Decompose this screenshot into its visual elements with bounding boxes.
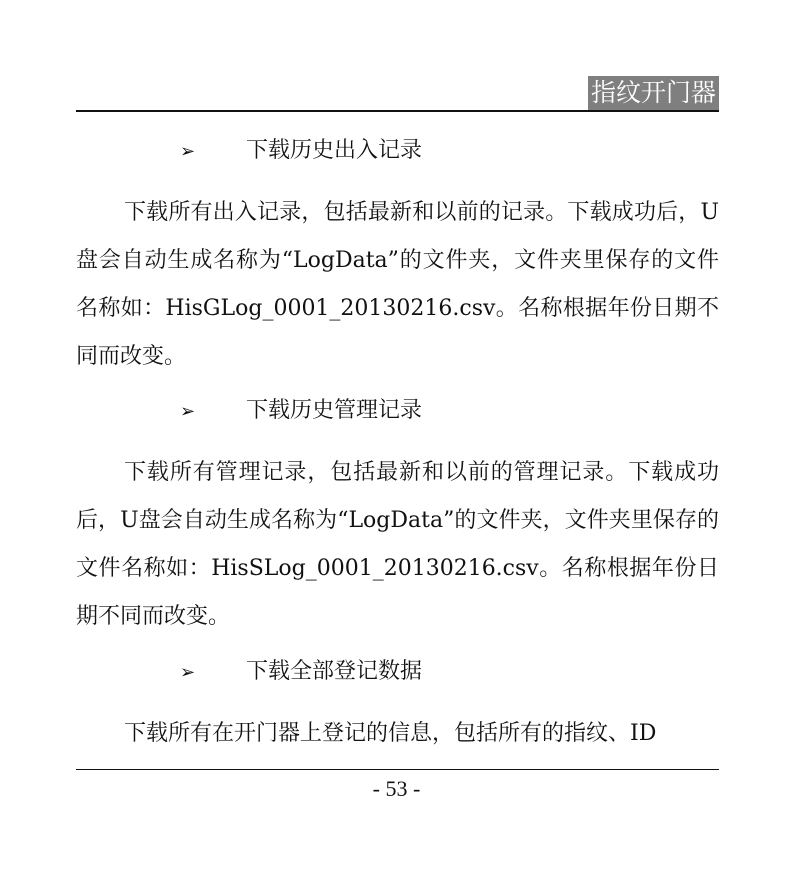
bullet-arrow-icon: ➢ <box>180 662 196 683</box>
bullet-arrow-icon: ➢ <box>180 141 196 162</box>
section-heading-label: 下载历史出入记录 <box>246 138 423 163</box>
section-heading-download-all-enrollment-data <box>180 652 422 692</box>
section-heading-label: 下载历史管理记录 <box>246 398 423 423</box>
section-paragraph: 下载所有出入记录，包括最新和以前的记录。下载成功后，U盘会自动生成名称为“LogData”的文件夹，文件夹里保存的文件名称如：HisGLog_0001_20130216.csv。名称根据年份日期不同而改变。 <box>76 200 719 369</box>
section-paragraph: 下载所有在开门器上登记的信息，包括所有的指纹、ID <box>124 721 657 746</box>
running-header-title: 指纹开门器 <box>588 76 719 110</box>
section-heading-download-admin-records <box>180 391 422 431</box>
section-heading-label: 下载全部登记数据 <box>246 659 423 684</box>
bullet-arrow-icon: ➢ <box>180 401 196 422</box>
section-heading-download-access-records <box>180 131 422 171</box>
footer-divider <box>76 769 719 770</box>
header-divider <box>76 110 719 112</box>
section-paragraph: 下载所有管理记录，包括最新和以前的管理记录。下载成功后，U盘会自动生成名称为“LogData”的文件夹，文件夹里保存的文件名称如：HisSLog_0001_20130216.csv。名称根据年份日期不同而改变。 <box>76 460 719 629</box>
page-number: - 53 - <box>372 776 421 801</box>
